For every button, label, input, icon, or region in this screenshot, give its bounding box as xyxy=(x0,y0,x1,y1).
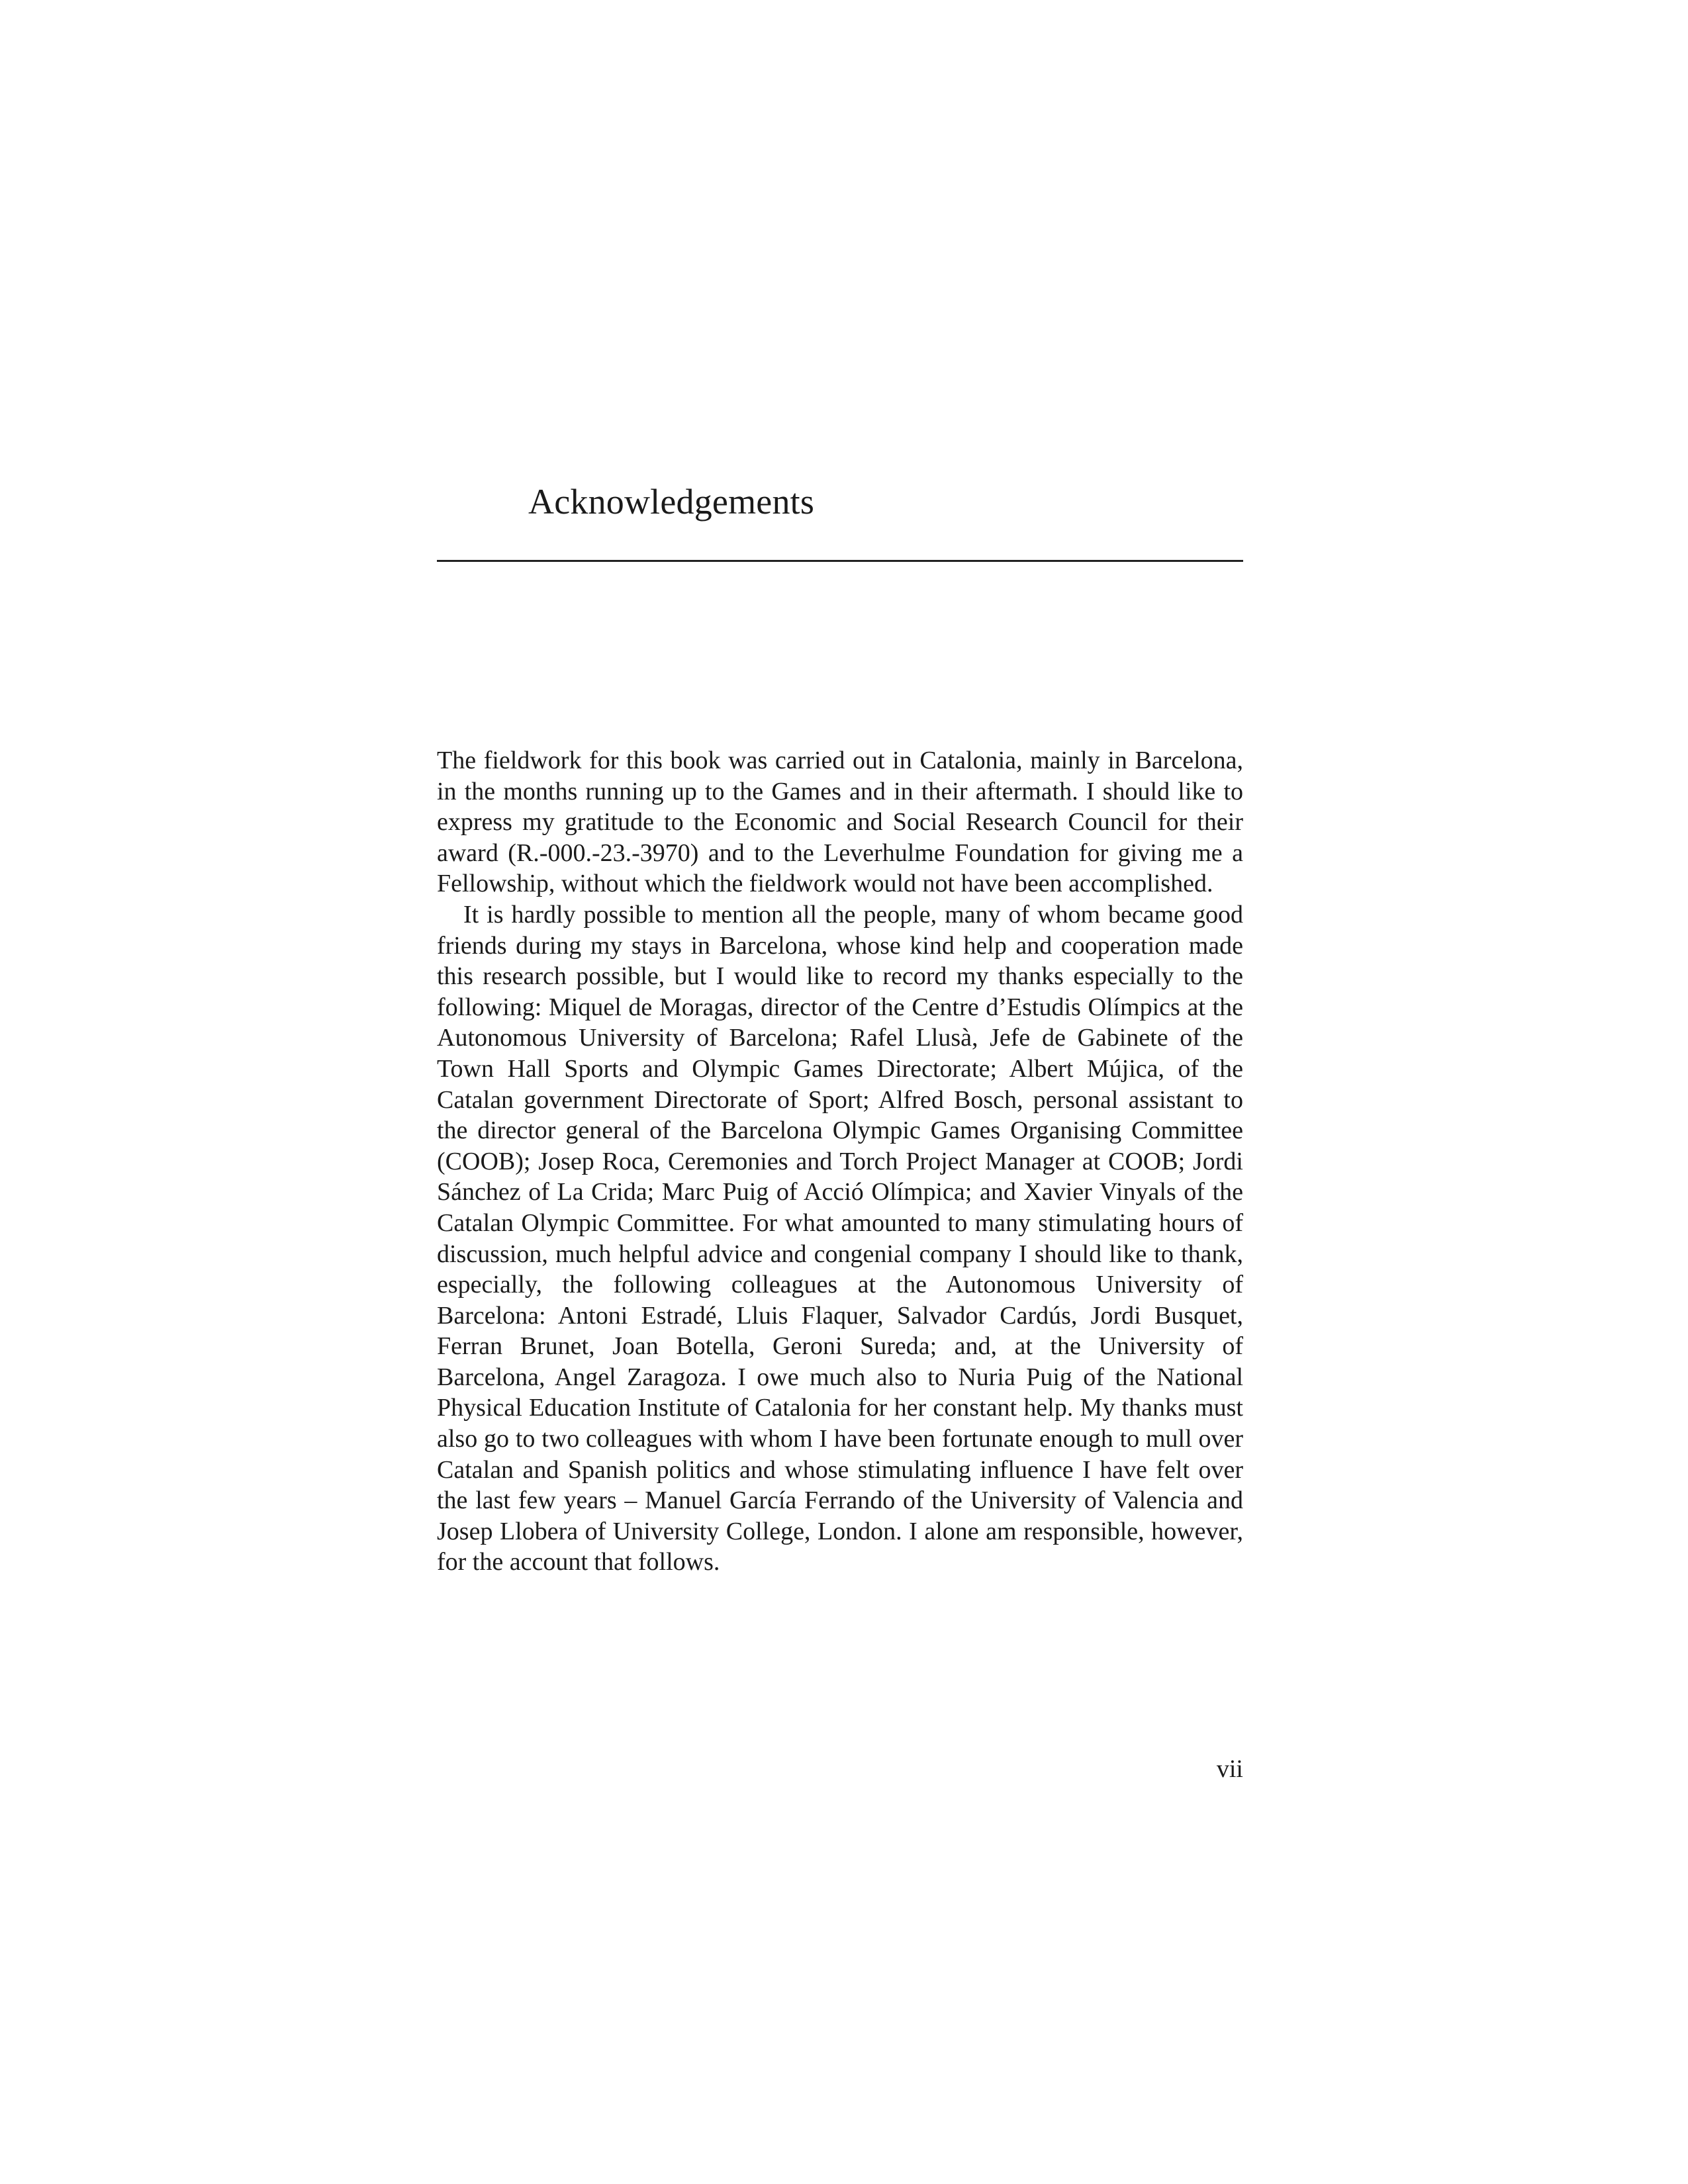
page-number: vii xyxy=(1216,1755,1243,1783)
body-text xyxy=(437,745,1243,1578)
paragraph: The fieldwork for this book was carried out in Catalonia, mainly in Barcelona, in the months running up to the Games and in their aftermath. I should like to express my gratitude to the Economic and Social Research Council for their award (R.-000.-23.-3970) and to the Leverhulme Foundation for giving me a Fellowship, without which the fieldwork would not have been accomplished. xyxy=(437,747,1243,898)
title-rule xyxy=(437,560,1243,562)
paragraph: It is hardly possible to mention all the people, many of whom became good friends during my stays in Barcelona, whose kind help and cooperation made this research possible, but I would like to record my thanks especially to the following: Miquel de Moragas, director of the Centre d’Estudis Olímpics at the Autonomous University of Barcelona; Rafel Llusà, Jefe de Gabinete of the Town Hall Sports and Olympic Games Directorate; Albert Mújica, of the Catalan government Directorate of Sport; Alfred Bosch, personal assistant to the director general of the Barcelona Olympic Games Organising Committee (COOB); Josep Roca, Ceremonies and Torch Project Manager at COOB; Jordi Sánchez of La Crida; Marc Puig of Acció Olímpica; and Xavier Vinyals of the Catalan Olympic Committee. For what amounted to many stimulating hours of discussion, much helpful advice and congenial company I should like to thank, especially, the following colleagues at the Autonomous University of Barcelona: Antoni Estradé, Lluis Flaquer, Salvador Cardús, Jordi Busquet, Ferran Brunet, Joan Botella, Geroni Sureda; and, at the University of Barcelona, Angel Zaragoza. I owe much also to Nuria Puig of the National Physical Education Institute of Catalonia for her constant help. My thanks must also go to two colleagues with whom I have been fortunate enough to mull over Catalan and Spanish politics and whose stimulating influence I have felt over the last few years – Manuel García Ferrando of the University of Valencia and Josep Llobera of University College, London. I alone am responsible, however, for the account that follows. xyxy=(437,900,1243,1576)
page-title: Acknowledgements xyxy=(528,482,815,522)
